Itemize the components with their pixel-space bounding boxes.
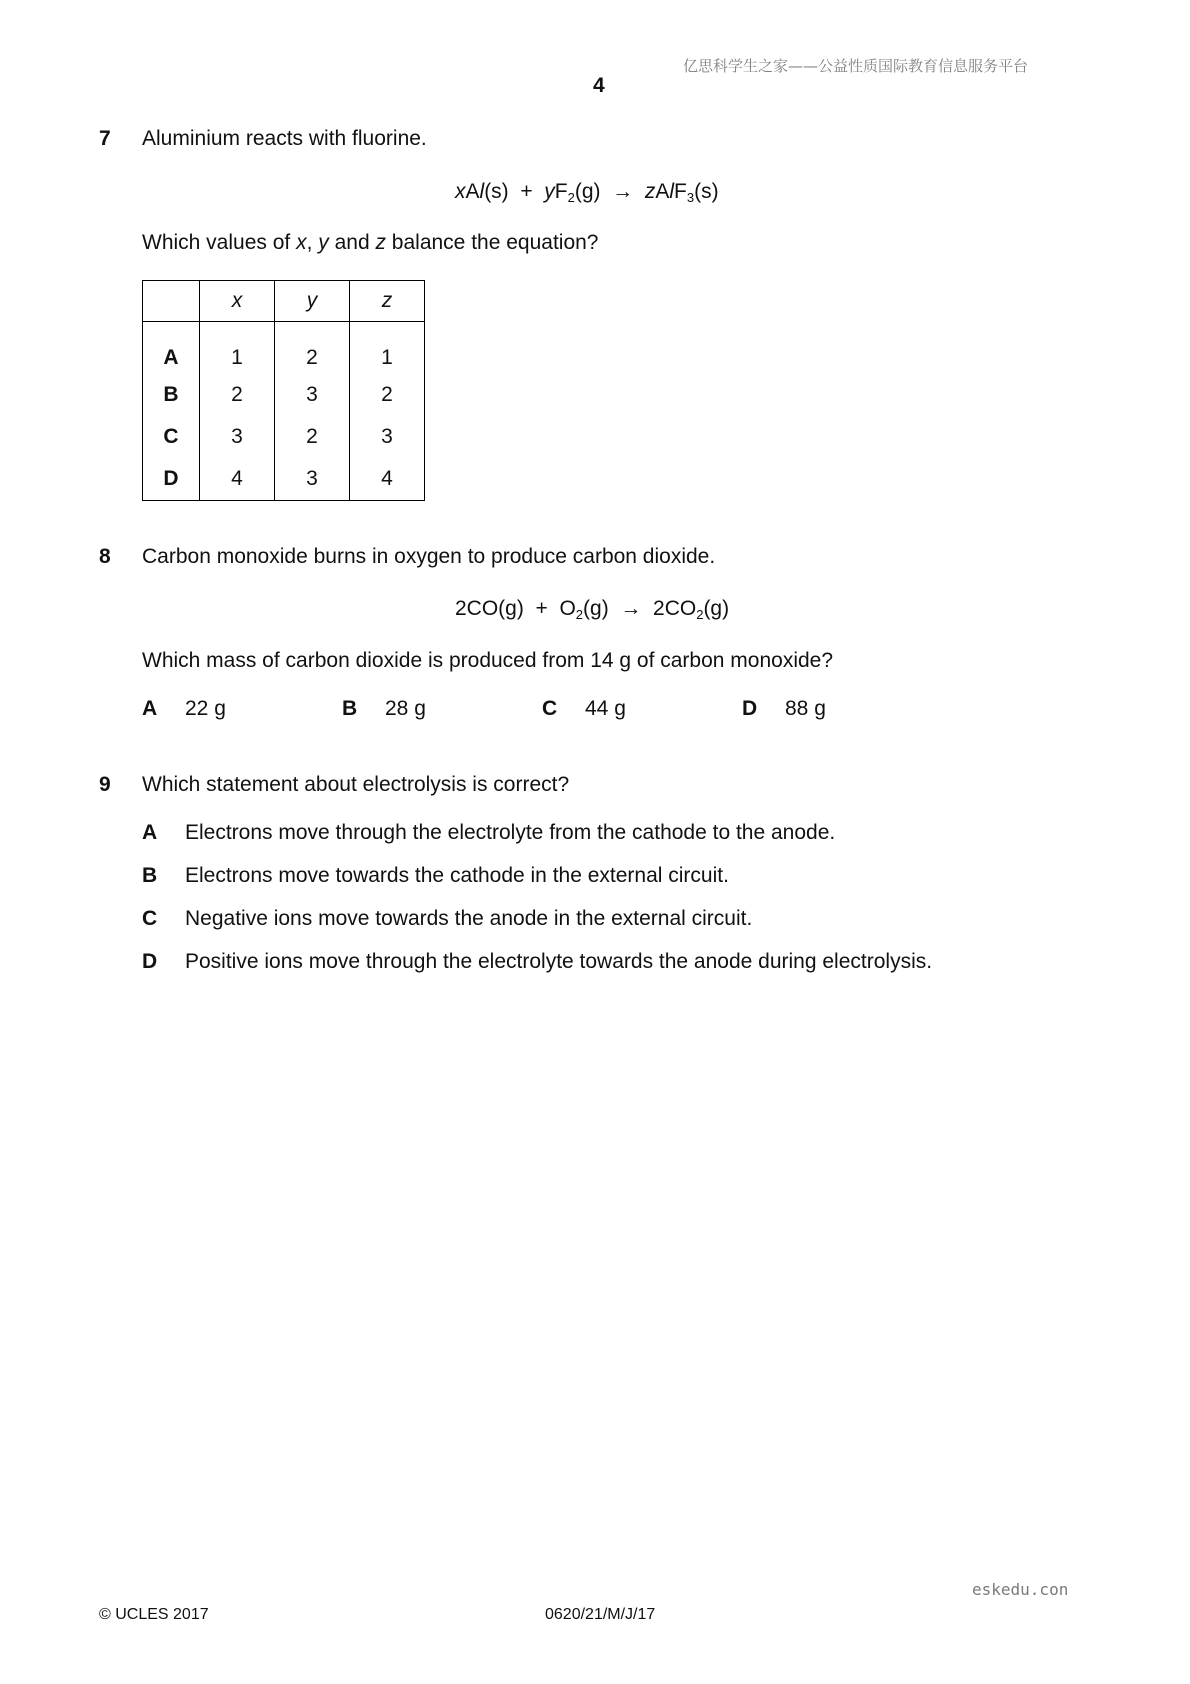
table-corner-cell (143, 281, 200, 322)
row-label: B (143, 374, 200, 416)
option-letter-b: B (342, 697, 358, 720)
option-text-b: Electrons move towards the cathode in the external circuit. (185, 864, 729, 887)
table-cell: 3 (350, 416, 425, 458)
row-label: D (143, 458, 200, 501)
row-label: C (143, 416, 200, 458)
question-8-number: 8 (99, 545, 111, 568)
question-8-equation: $2CO(g) + O_2(g) \to 2CO_2(g)$ (455, 597, 730, 622)
question-9-prompt: Which statement about electrolysis is correct? (142, 773, 570, 796)
question-7-equation: $xAl(s) + yF_2(g)$ → zAlF$_3$(s) (455, 180, 719, 205)
option-letter-a: A (142, 697, 158, 720)
option-text-d: Positive ions move through the electrolyte towards the anode during electrolysis. (185, 950, 933, 973)
table-cell: 2 (275, 416, 350, 458)
watermark-text: 亿思科学生之家——公益性质国际教育信息服务平台 (683, 57, 1029, 75)
row-label: A (143, 322, 200, 375)
table-row (143, 374, 425, 416)
question-8-prompt: Which mass of carbon dioxide is produced from 14 g of carbon monoxide? (142, 649, 834, 672)
option-letter-a: A (142, 821, 158, 844)
table-row (143, 458, 425, 501)
option-text-a: 22 g (185, 697, 226, 720)
table-row (143, 416, 425, 458)
paper-code: 0620/21/M/J/17 (545, 1606, 656, 1623)
table-header-x: x (200, 281, 275, 322)
option-text-d: 88 g (785, 697, 826, 720)
table-cell: 2 (200, 374, 275, 416)
table-cell: 2 (275, 322, 350, 375)
option-text-a: Electrons move through the electrolyte from the cathode to the anode. (185, 821, 836, 844)
option-text-c: Negative ions move towards the anode in the external circuit. (185, 907, 753, 930)
table-cell: 4 (200, 458, 275, 501)
option-letter-d: D (742, 697, 758, 720)
table-row (143, 322, 425, 375)
table-cell: 3 (275, 458, 350, 501)
question-9-number: 9 (99, 773, 111, 796)
option-letter-c: C (142, 907, 158, 930)
table-cell: 1 (350, 322, 425, 375)
table-cell: 3 (200, 416, 275, 458)
table-header-y: y (275, 281, 350, 322)
option-text-c: 44 g (585, 697, 626, 720)
table-cell: 1 (200, 322, 275, 375)
option-letter-b: B (142, 864, 158, 887)
site-watermark: eskedu.con (972, 1580, 1069, 1599)
question-8-stem: Carbon monoxide burns in oxygen to produce carbon dioxide. (142, 545, 716, 568)
table-header-z: z (350, 281, 425, 322)
option-letter-c: C (542, 697, 558, 720)
table-cell: 3 (275, 374, 350, 416)
question-7-stem: Aluminium reacts with fluorine. (142, 127, 427, 150)
option-text-b: 28 g (385, 697, 426, 720)
table-cell: 4 (350, 458, 425, 501)
option-letter-d: D (142, 950, 158, 973)
question-7-number: 7 (99, 127, 111, 150)
copyright-text: © UCLES 2017 (99, 1606, 209, 1623)
table-cell: 2 (350, 374, 425, 416)
question-7-table (142, 280, 425, 501)
page-number: 4 (593, 74, 605, 97)
question-7-prompt: Which values of x, y and z balance the equation? (142, 231, 599, 254)
